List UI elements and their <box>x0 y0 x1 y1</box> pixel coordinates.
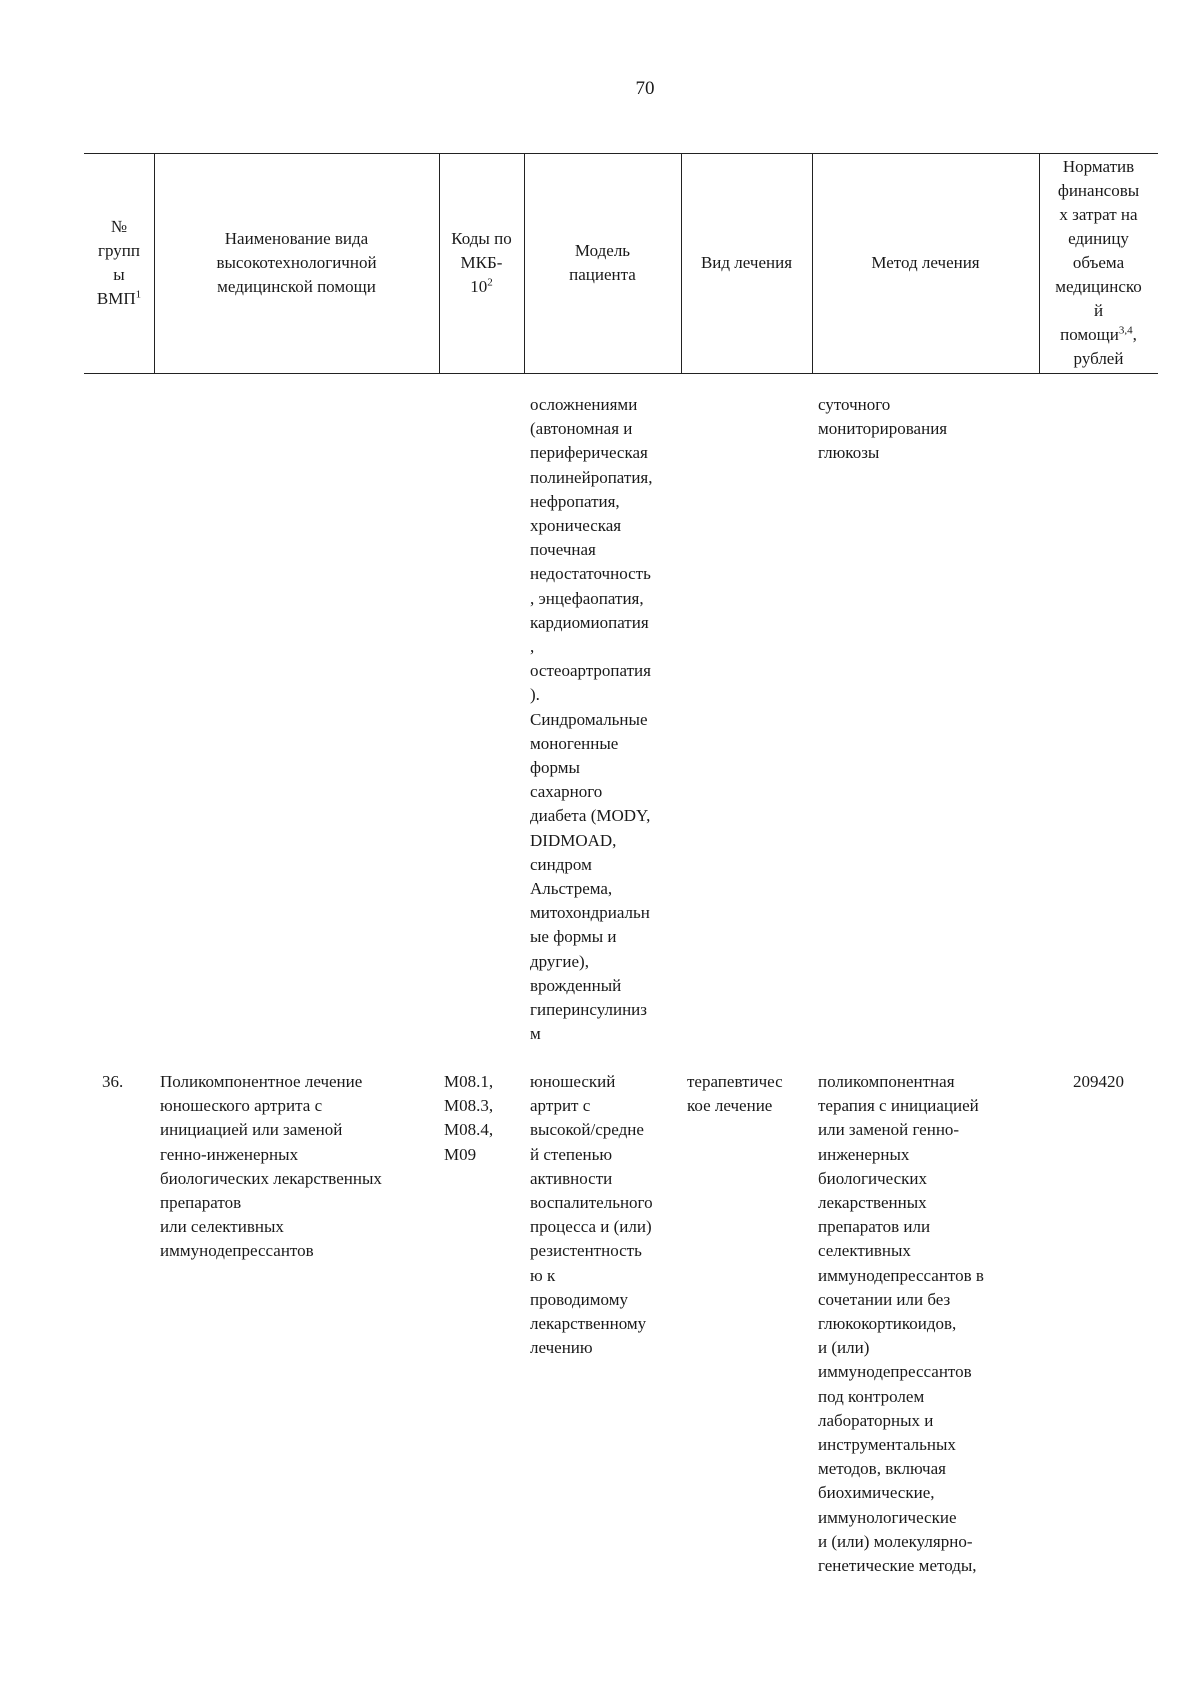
header-patient-model: Модель пациента <box>569 241 636 284</box>
header-treatment-type: Вид лечения <box>700 253 793 272</box>
continuation-treatment-method: суточного мониторирования глюкозы <box>818 395 948 463</box>
row-group-number: 36. <box>102 1072 124 1091</box>
header-icd-codes: Коды по МКБ- $10^2$ <box>451 229 512 296</box>
header-bottom-rule <box>84 373 1158 374</box>
row-care-type-name: Поликомпонентное лечение юношеского артрита с инициацией или заменой генно-инженерных биологических лекарственных препаратов или селективных иммунодепрессантов <box>160 1072 382 1261</box>
header-treatment-method: Метод лечения <box>871 253 980 272</box>
row-icd-codes: M08.1, M08.3, M08.4, M09 <box>444 1072 494 1164</box>
header-care-type-name: Наименование вида высокотехнологичной медицинской помощи <box>216 229 377 296</box>
page-number: 70 <box>635 78 655 99</box>
header-cost-standard: Норматив финансовы х затрат на единицу объема медицинско й помощи$^{3,4}$, рублей <box>1055 157 1142 368</box>
row-treatment-method: поликомпонентная терапия с инициацией или заменой генно- инженерных биологических лекарственных препаратов или селективных иммунодепрессантов в сочетании или без глюкокортикоидов, и (или) иммунодепрессантов под контролем лабораторных и инструментальных методов, включая биохимические, иммунологические и (или) молекулярно- генетические методы, <box>818 1072 984 1576</box>
row-patient-model: юношеский артрит с высокой/средне й степенью активности воспалительного процесса и (или) резистентность ю к проводимому лекарственному лечению <box>530 1072 653 1358</box>
row-treatment-type: терапевтичес кое лечение <box>687 1072 783 1116</box>
header-group-number: № групп ы ВМП$^1$ <box>96 217 142 308</box>
row-cost: 209420 <box>1073 1072 1124 1091</box>
continuation-patient-model: осложнениями (автономная и периферическая полинейропатия, нефропатия, хроническая почечная недостаточность , энцефаопатия, кардиомиопатия , остеоартропатия ). Синдромальные моногенные формы сахарного диабета (MODY, DIDMOAD, синдром Альстрема, митохондриальн ые формы и другие), врожденный гиперинсулиниз м <box>530 395 653 1044</box>
